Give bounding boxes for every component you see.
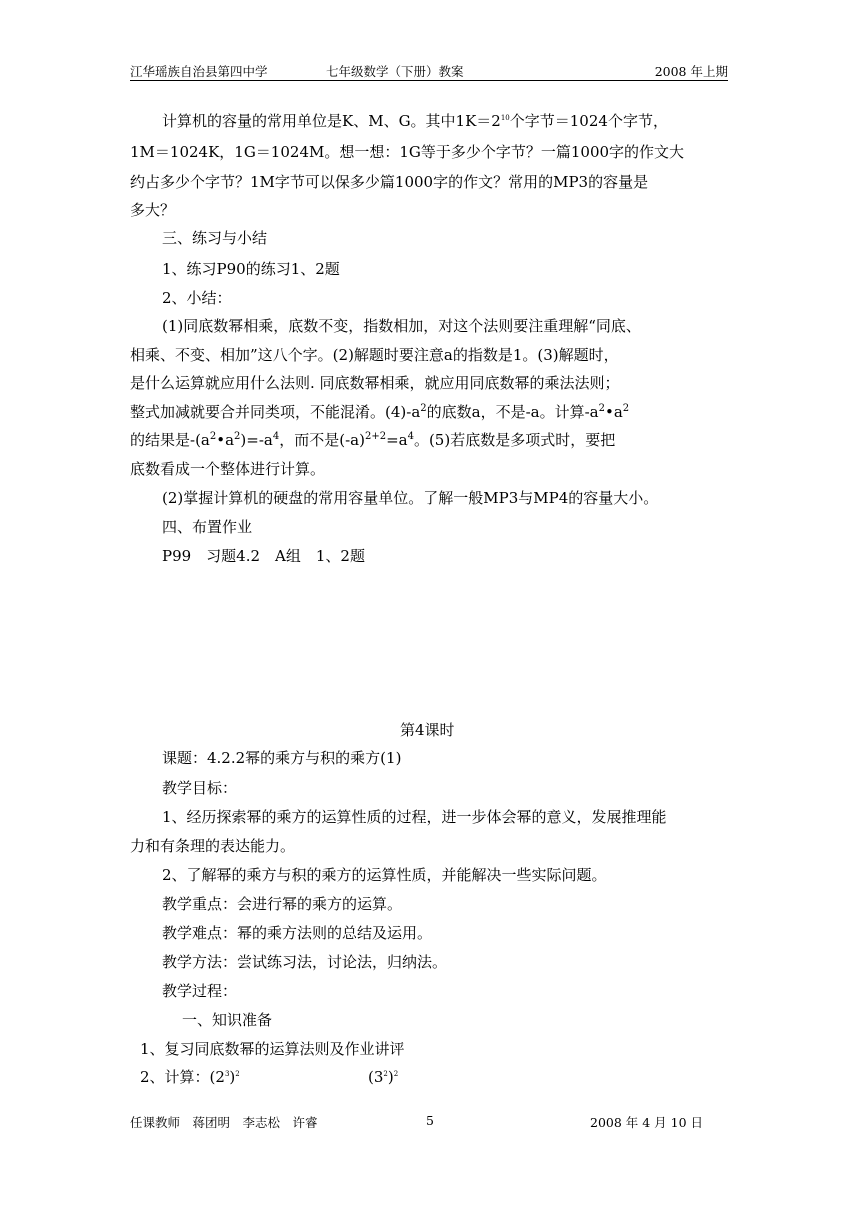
- header-term: 2008 年上期: [654, 64, 728, 79]
- summary-line: (2)掌握计算机的硬盘的常用容量单位。了解一般MP3与MP4的容量大小。: [162, 489, 659, 507]
- process-label: 教学过程：: [162, 982, 238, 1000]
- goal-line: 力和有条理的表达能力。: [130, 837, 296, 855]
- footer-teachers: 任课教师 蒋团明 李志松 许睿: [130, 1115, 318, 1130]
- summary-line: 相乘、不变、相加”这八个字。(2)解题时要注意a的指数是1。(3)解题时，: [130, 346, 619, 364]
- calc-line: 2、计算：$(2^3)^2$: [140, 1068, 240, 1086]
- key-point: 教学重点：会进行幂的乘方的运算。: [162, 895, 403, 913]
- difficulty: 教学难点：幂的乘方法则的总结及运用。: [162, 924, 433, 942]
- paragraph-line: 约占多少个字节？1M字节可以保多少篇1000字的作文？常用的MP3的容量是: [130, 173, 649, 191]
- list-item: 1、复习同底数幂的运算法则及作业讲评: [140, 1040, 405, 1058]
- goal-line: 2、了解幂的乘方与积的乘方的运算性质，并能解决一些实际问题。: [162, 866, 607, 884]
- section-heading: 三、练习与小结: [162, 229, 268, 247]
- paragraph-line: 计算机的容量的常用单位是K、M、G。其中$1K=2^{10}$个字节＝1024个字节，: [162, 112, 668, 130]
- lesson-title: 第4课时: [400, 721, 455, 739]
- header-book: 七年级数学（下册）教案: [326, 64, 464, 79]
- page-header: [130, 62, 728, 81]
- footer-date: 2008 年 4 月 10 日: [590, 1115, 704, 1130]
- homework-line: P99 习题4.2 A组 1、2题: [162, 547, 365, 565]
- section-heading: 四、布置作业: [162, 518, 253, 536]
- list-item: 2、小结：: [162, 289, 232, 307]
- section-heading: 一、知识准备: [182, 1011, 273, 1029]
- paragraph-line: 多大？: [130, 201, 176, 219]
- page-number: 5: [426, 1113, 434, 1128]
- summary-line: 是什么运算就应用什么法则. 同底数幂相乘，就应用同底数幂的乘法法则；: [130, 374, 620, 392]
- goals-label: 教学目标：: [162, 779, 238, 797]
- paragraph-line: 1M＝1024K，1G＝1024M。想一想：1G等于多少个字节？一篇1000字的作文大: [130, 143, 685, 161]
- summary-line: 整式加减就要合并同类项，不能混淆。$(4)-a^2$的底数a，不是-a。计算$-a^2•a^2$: [130, 403, 630, 421]
- goal-line: 1、经历探索幂的乘方的运算性质的过程，进一步体会幂的意义，发展推理能: [162, 808, 667, 826]
- summary-line: (1)同底数幂相乘，底数不变，指数相加，对这个法则要注重理解“同底、: [162, 317, 641, 335]
- summary-line: 底数看成一个整体进行计算。: [130, 460, 326, 478]
- list-item: 1、练习P90的练习1、2题: [162, 260, 340, 278]
- calc-line: $(3^2)^2$: [368, 1068, 399, 1086]
- method: 教学方法：尝试练习法，讨论法，归纳法。: [162, 953, 448, 971]
- topic-line: 课题：4.2.2幂的乘方与积的乘方(1): [162, 749, 402, 767]
- summary-line: 的结果是$-(a^2•a^2)=-a^4$，而不是$(-a)^{2+2}=a^4$。(5)若底数是多项式时，要把: [130, 431, 616, 449]
- header-school: 江华瑶族自治县第四中学: [130, 64, 268, 79]
